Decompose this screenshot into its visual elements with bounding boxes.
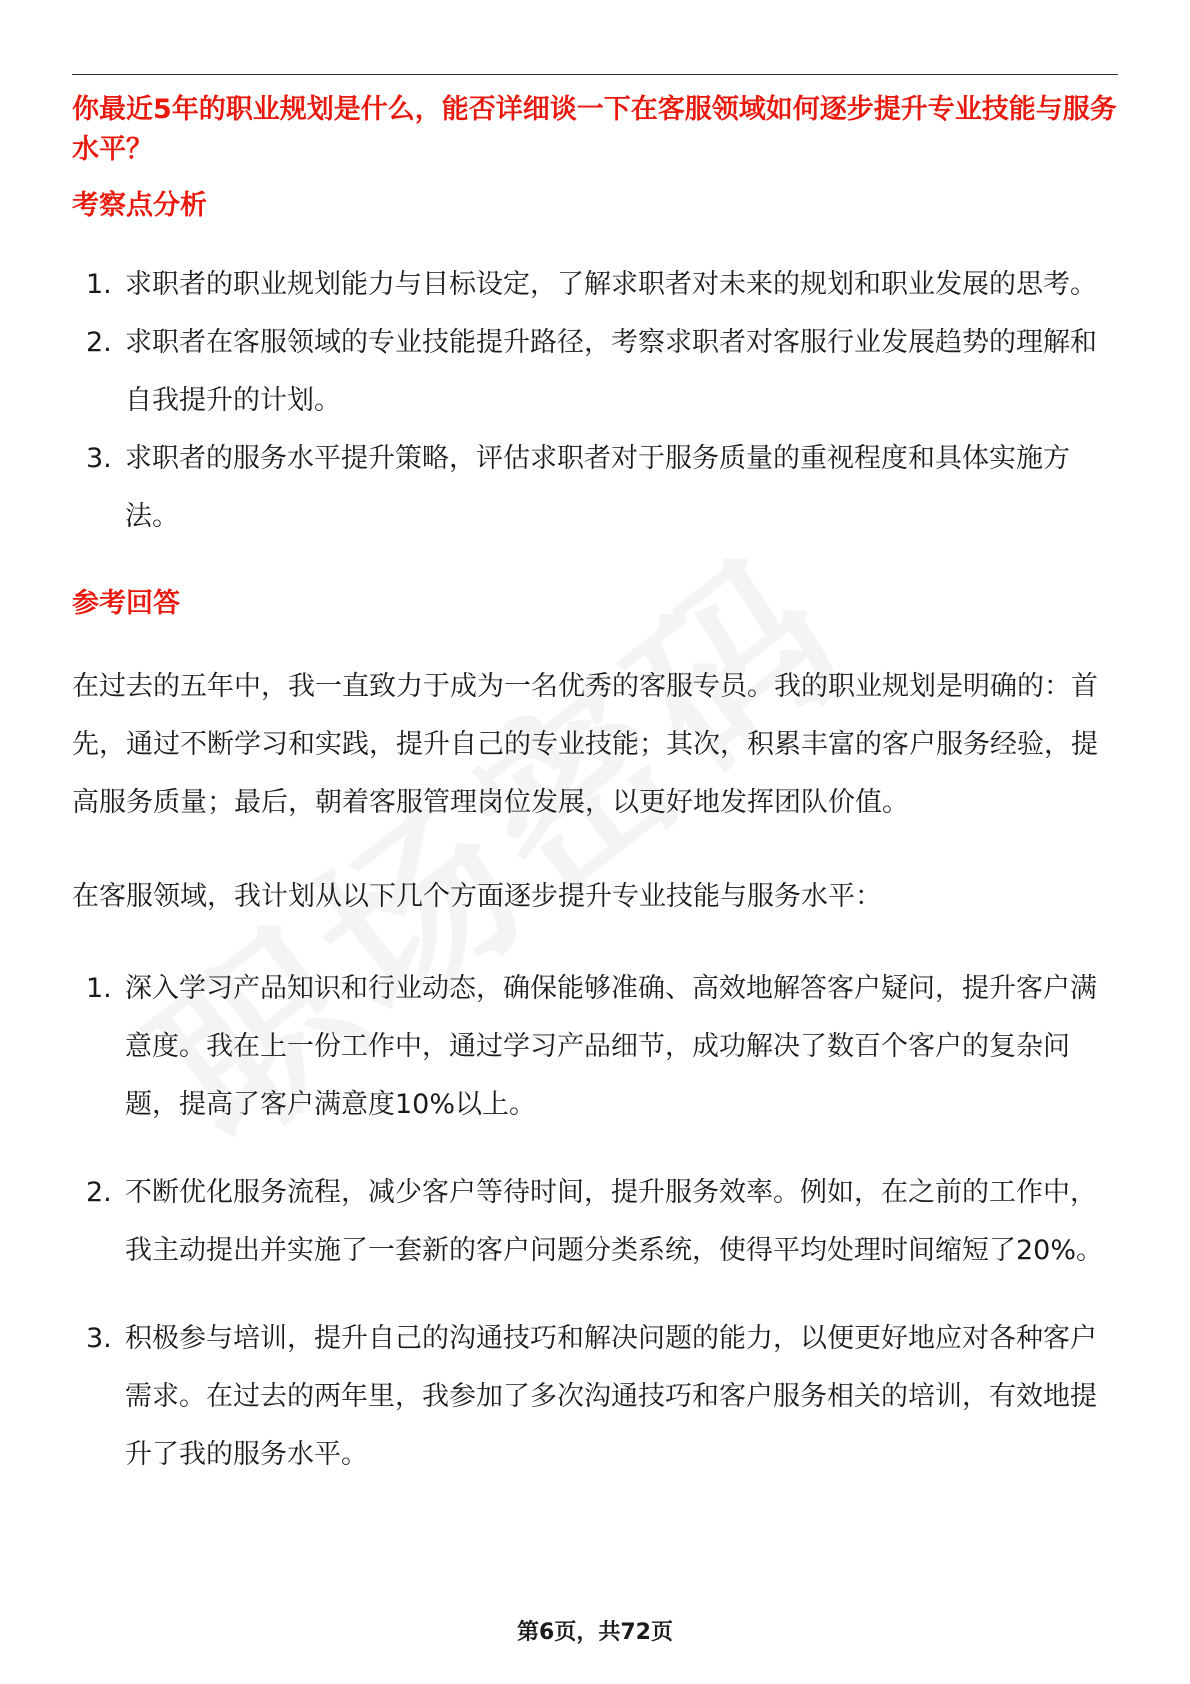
answer-heading: 参考回答 (72, 588, 180, 619)
answer-intro: 在过去的五年中，我一直致力于成为一名优秀的客服专员。我的职业规划是明确的：首先，通过不断学习和实践，提升自己的专业技能；其次，积累丰富的客户服务经验，提高服务质量；最后，朝着客服管理岗位发展，以更好地发挥团队价值。 (72, 671, 1098, 818)
item-text: 不断优化服务流程，减少客户等待时间，提升服务效率。例如，在之前的工作中，我主动提出并实施了一套新的客户问题分类系统，使得平均处理时间缩短了20%。 (125, 1177, 1104, 1266)
analysis-heading: 考察点分析 (72, 190, 207, 221)
question-title: 你最近5年的职业规划是什么，能否详细谈一下在客服领域如何逐步提升专业技能与服务水平？ (72, 94, 1117, 165)
item-number: 1. (86, 269, 112, 300)
item-text: 深入学习产品知识和行业动态，确保能够准确、高效地解答客户疑问，提升客户满意度。我在上一份工作中，通过学习产品细节，成功解决了数百个客户的复杂问题，提高了客户满意度10%以上。 (125, 973, 1097, 1120)
item-number: 2. (86, 327, 112, 358)
item-number: 2. (86, 1177, 112, 1208)
answer-item (72, 960, 1118, 1134)
answer-lead: 在客服领域，我计划从以下几个方面逐步提升专业技能与服务水平： (72, 881, 882, 912)
item-number: 3. (86, 443, 112, 474)
analysis-item (72, 256, 1118, 314)
analysis-item (72, 430, 1118, 546)
answer-list (72, 960, 1118, 1484)
page-footer: 第6页，共72页 (517, 1620, 673, 1645)
answer-item (72, 1164, 1118, 1280)
analysis-item (72, 314, 1118, 430)
analysis-list (72, 256, 1118, 546)
item-text: 求职者的职业规划能力与目标设定，了解求职者对未来的规划和职业发展的思考。 (125, 269, 1097, 300)
answer-item (72, 1310, 1118, 1484)
page-content (72, 90, 1118, 1484)
top-divider (72, 74, 1118, 75)
item-text: 求职者在客服领域的专业技能提升路径，考察求职者对客服行业发展趋势的理解和自我提升的计划。 (125, 327, 1097, 416)
item-number: 3. (86, 1323, 112, 1354)
item-text: 求职者的服务水平提升策略，评估求职者对于服务质量的重视程度和具体实施方法。 (125, 443, 1070, 532)
item-number: 1. (86, 973, 112, 1004)
item-text: 积极参与培训，提升自己的沟通技巧和解决问题的能力，以便更好地应对各种客户需求。在过去的两年里，我参加了多次沟通技巧和客户服务相关的培训，有效地提升了我的服务水平。 (125, 1323, 1097, 1470)
